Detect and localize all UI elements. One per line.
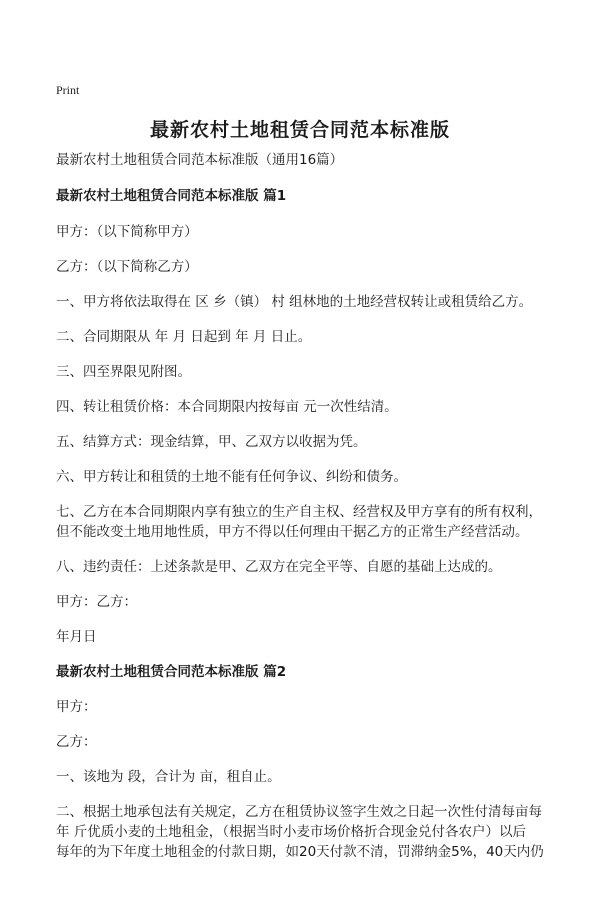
section1-clause-1: 一、甲方将依法取得在 区 乡（镇） 村 组林地的土地经营权转让或租赁给乙方。 [56,294,533,310]
section1-clause-3: 三、四至界限见附图。 [56,364,191,380]
section2-clause-1: 一、该地为 段，合计为 亩，租自止。 [56,769,281,785]
section1-party-b: 乙方：（以下简称乙方） [56,259,198,275]
print-label: Print [56,83,80,97]
section1-clause-6: 六、甲方转让和租赁的土地不能有任何争议、纠纷和债务。 [56,469,407,485]
section1-clause-2: 二、合同期限从 年 月 日起到 年 月 日止。 [56,329,312,345]
section1-clause-7-line2: 但不能改变土地用地性质，甲方不得以任何理由干据乙方的正常生产经营活动。 [56,524,529,540]
section2-clause-2-line2: 年 斤优质小麦的土地租金，（根据当时小麦市场价格折合现金兑付各农户）以后 [56,824,527,840]
section2-party-b: 乙方： [56,734,97,750]
section2-clause-2-line3: 每年的为下年度土地租金的付款日期，如20天付款不清，罚滞纳金5%，40天内仍 [56,844,544,860]
page-title: 最新农村土地租赁合同范本标准版 [149,119,450,141]
section1-party-a: 甲方：（以下简称甲方） [56,224,198,240]
subtitle: 最新农村土地租赁合同范本标准版（通用16篇） [56,152,344,168]
section2-heading: 最新农村土地租赁合同范本标准版 篇2 [56,664,287,680]
section1-heading: 最新农村土地租赁合同范本标准版 篇1 [56,188,287,204]
section1-clause-4: 四、转让租赁价格：本合同期限内按每亩 元一次性结清。 [56,399,398,415]
section1-clause-5: 五、结算方式：现金结算，甲、乙双方以收据为凭。 [56,434,367,450]
section2-party-a: 甲方： [56,699,97,715]
section1-signatures: 甲方：乙方： [56,594,137,610]
section1-date: 年月日 [56,629,97,645]
section1-clause-7-line1: 七、乙方在本合同期限内享有独立的生产自主权、经营权及甲方享有的所有权利， [56,504,542,520]
section1-clause-8: 八、违约责任：上述条款是甲、乙双方在完全平等、自愿的基础上达成的。 [56,559,502,575]
section2-clause-2-line1: 二、根据土地承包法有关规定，乙方在租赁协议签字生效之日起一次性付清每亩每 [56,804,542,820]
